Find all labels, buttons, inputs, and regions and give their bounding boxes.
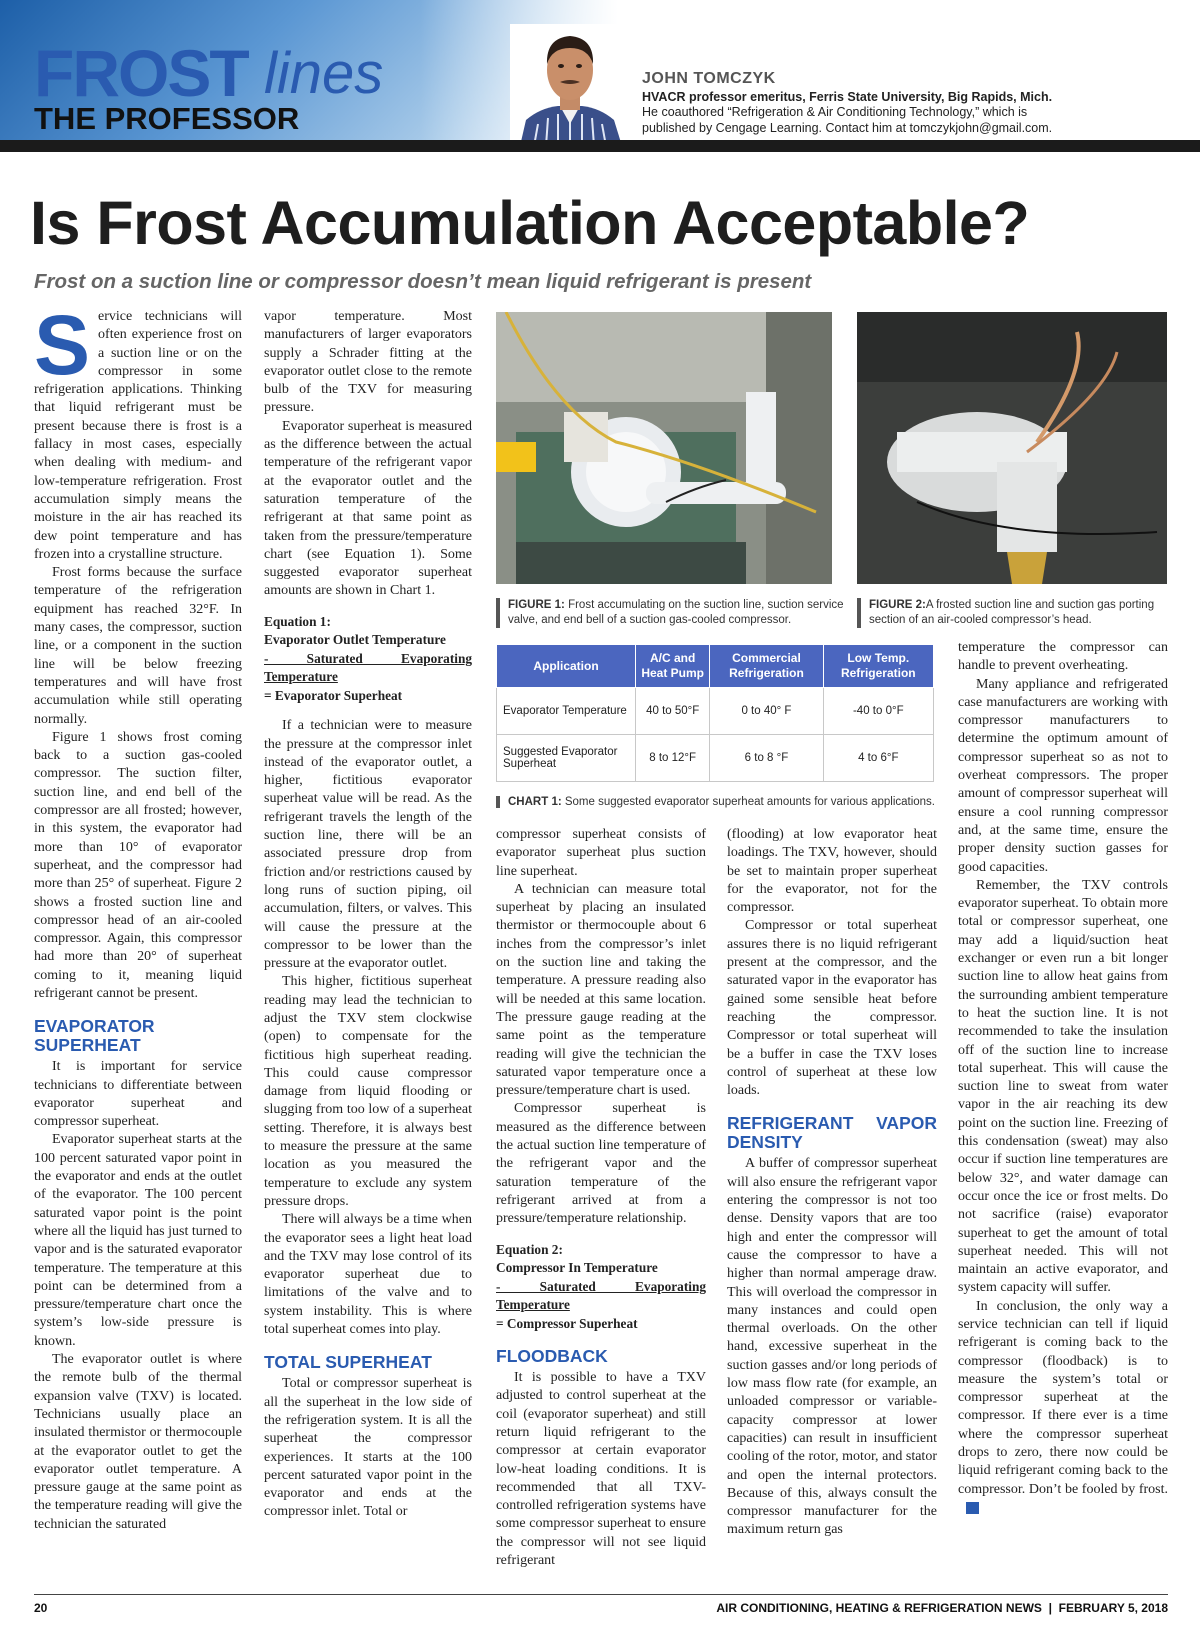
table-row — [497, 735, 934, 782]
equation-result: = Evaporator Superheat — [264, 687, 403, 703]
equation-line: - Saturated Evaporating Temperature — [496, 1278, 706, 1313]
paragraph: Frost forms because the surface temperature of the refrigeration equipment has reached 32°F. In many cases, the compressor, suction line, or a component in the suction line will be below freezing temperatures and will have frost accumulation while still operating normally. — [34, 565, 242, 727]
chart-1-table — [496, 644, 934, 782]
paragraph-text: ervice technicians will often experience frost on a suction line or on the compressor in some refrigeration applications. Thinking that liquid refrigerant must be present because there is frost is a fallacy in most cases, especially when dealing with medium- and low-temperature refrigeration. Frost accumulation simply means the moisture in the air has reached its dew point temperature and has frozen into a crystalline structure. — [34, 309, 242, 562]
paragraph-text: In conclusion, the only way a service technician can tell if liquid refrigerant is coming back to the compressor (floodback) is to measure the system’s total or compressor superheat at the compressor. If there ever is a time where the compressor superheat drops to zero, there now could be liquid refrigerant coming back to the compressor. Don’t be fooled by frost. — [958, 1298, 1168, 1497]
equation-line: - Saturated Evaporating Temperature — [264, 650, 472, 685]
masthead-rule — [0, 140, 1200, 152]
caption-text: Frost accumulating on the suction line, suction service valve, and end bell of a suction gas-cooled compressor. — [508, 599, 844, 626]
end-mark-icon: N — [966, 1502, 979, 1514]
table-cell: 8 to 12°F — [636, 735, 710, 782]
paragraph: Compressor superheat is measured as the difference between the actual suction line temperature of the refrigerant vapor and the saturation temperature of the refrigerant arrived at from a pressure/temperature relationship. — [496, 1101, 706, 1227]
paragraph: Figure 1 shows frost coming back to a suction gas-cooled compressor. The suction filter, suction line, and end bell of the compressor are all frosted; however, in this system, the evaporator had more than 10° of evaporator superheat, and the compressor had more than 25° of superheat. Figure 2 shows a frosted suction line and compressor head of an air-cooled compressor. Again, this compressor had more than 20° of superheat coming to it, meaning liquid refrigerant cannot be present. — [34, 729, 242, 1001]
table-cell: 4 to 6°F — [823, 735, 933, 782]
paragraph: The evaporator outlet is where the remote bulb of the thermal expansion valve (TXV) is located. Technicians usually place an insulated thermistor or thermocouple at the evaporator outlet to get the evaporator outlet temperature. A pressure gauge at the same point as the temperature reading will give the technician the saturated — [34, 1352, 242, 1532]
issue-date: FEBRUARY 5, 2018 — [1058, 1601, 1168, 1615]
figure-2-photo — [857, 312, 1167, 584]
paragraph: Evaporator superheat starts at the 100 percent saturated vapor point in the evaporator and ends at the outlet of the evaporator. The 100 percent saturated vapor point is the point where all the liquid has just turned to vapor and is the saturated evaporator temperature. The temperature at this point can be determined from a pressure/temperature chart once the system’s low-side pressure is known. — [34, 1132, 243, 1349]
figure-label: FIGURE 2: — [869, 599, 926, 611]
paragraph: compressor superheat consists of evaporator superheat plus suction line superheat. — [496, 827, 706, 879]
paragraph: There will always be a time when the evaporator sees a light heat load and the TXV may lose control of its evaporator superheat due to limitations of the valve and to system instability. This is where total superheat comes into play. — [264, 1212, 472, 1338]
figure-1-caption — [496, 598, 848, 628]
drop-cap: S — [34, 298, 91, 392]
table-row — [497, 688, 934, 735]
paragraph: Many appliance and refrigerated case manufacturers are working with compressor manufacturers to determine the optimum amount of compressor superheat so as not to overheat compressors. The proper amount of compressor superheat will ensure a cool running compressor and, at the same time, ensure the proper density suction gasses for good capacities. — [958, 676, 1168, 875]
column-1 — [34, 298, 243, 1534]
paragraph: Evaporator superheat is measured as the difference between the actual temperature of the refrigerant vapor at the evaporator outlet and the saturation temperature of the refrigerant at that same point as taken from the pressure/temperature chart (see Equation 1). Some suggested evaporator superheat amounts are shown in Chart 1. — [264, 418, 472, 599]
row-header: Evaporator Temperature — [497, 688, 636, 735]
subhead-evaporator-superheat: EVAPORATOR SUPERHEAT — [34, 1016, 155, 1056]
paragraph: It is important for service technicians to differentiate between evaporator superheat and compressor superheat. — [34, 1059, 242, 1130]
publication-footer — [716, 1601, 1168, 1615]
subhead-refrigerant-vapor-density: REFRIGERANT VAPOR DENSITY — [727, 1113, 937, 1153]
column-header: Low Temp. Refrigeration — [823, 645, 933, 688]
column-2 — [264, 308, 472, 1522]
author-title: HVACR professor emeritus, Ferris State University, Big Rapids, Mich. — [642, 90, 1053, 104]
equation-line: Evaporator Outlet Temperature — [264, 632, 446, 648]
chart-label: CHART 1: — [508, 796, 562, 808]
caption-text: Some suggested evaporator superheat amounts for various applications. — [561, 796, 936, 808]
figure-1-photo — [496, 312, 832, 584]
masthead — [0, 0, 1200, 146]
subhead-floodback: FLOODBACK — [496, 1346, 608, 1367]
equation-title: Equation 2: — [496, 1241, 563, 1257]
footer-separator: | — [1041, 1601, 1059, 1615]
publication-name: AIR CONDITIONING, HEATING & REFRIGERATION NEWS — [716, 1601, 1042, 1615]
paragraph — [958, 1298, 1168, 1518]
author-bio-line-1: He coauthored “Refrigeration & Air Conditioning Technology,” which is — [642, 105, 1028, 119]
table-cell: 40 to 50°F — [636, 688, 710, 735]
row-header: Suggested Evaporator Superheat — [497, 735, 636, 782]
paragraph: Compressor or total superheat assures there is no liquid refrigerant present at the compressor, and the saturated vapor in the evaporator has gained some sensible heat before reaching the compressor. Compressor or total superheat will be a buffer in case the TXV loses control of superheat at these low loads. — [727, 918, 937, 1099]
paragraph: It is possible to have a TXV adjusted to control superheat at the coil (evaporator superheat) and still return liquid refrigerant to the compressor at certain evaporator low-heat loading conditions. It is recommended that all TXV-controlled refrigeration systems have some compressor superheat to ensure the compressor will not see liquid refrigerant — [496, 1370, 706, 1568]
equation-title: Equation 1: — [264, 613, 331, 629]
chart-1-caption — [496, 796, 935, 808]
page-number: 20 — [34, 1601, 48, 1615]
paragraph: vapor temperature. Most manufacturers of larger evaporators supply a Schrader fitting at the evaporator outlet close to the remote bulb of the TXV for measuring pressure. — [264, 309, 472, 416]
figure-label: FIGURE 1: — [508, 599, 565, 611]
paragraph: If a technician were to measure the pressure at the compressor inlet instead of the evaporator outlet, a higher, fictitious evaporator superheat value will be read. As the refrigerant travels the length of the suction line, there will be an associated pressure drop from friction and/or restrictions caused by long runs of suction piping, oil accumulation, filters, or valves. This will cause the pressure at the compressor to be lower than the pressure at the evaporator outlet. — [264, 718, 472, 972]
column-3 — [496, 826, 706, 1570]
paragraph: Remember, the TXV controls evaporator superheat. To obtain more total or compressor superheat, one may add a liquid/suction heat exchanger or even run a bit longer suction line to allow heat gains from the surrounding ambient temperature to heat the suction line. It is not recommended to take the insulation off of the suction line to increase total superheat. This will cause the suction line to sweat from water vapor in the air reaching its dew point on the suction line. Freezing of this condensation (sweat) may also occur if suction line temperatures are below 32°, and water damage can occur once the ice or frost melts. Do not sacrifice (raise) evaporator superheat to get the amount of total superheat needed. This will not maintain an active evaporator, and system capacity will suffer. — [958, 877, 1168, 1296]
equation-2 — [496, 1241, 706, 1334]
table-cell: -40 to 0°F — [823, 688, 933, 735]
column-4 — [727, 826, 937, 1540]
logo-frost: FROST — [34, 36, 248, 110]
equation-1 — [264, 613, 472, 706]
author-photo — [510, 24, 630, 146]
caption-text: A frosted suction line and suction gas porting section of an air-cooled compressor’s head. — [869, 599, 1155, 626]
paragraph: This higher, fictitious superheat reading may lead the technician to adjust the TXV stem clockwise (open) to compensate for the fictitious high superheat reading. This could cause compressor damage from liquid flooding or slugging from too low of a superheat setting. Therefore, it is always best to measure the pressure at the same location as you measured the temperature to exclude any system pressure drops. — [264, 974, 472, 1209]
paragraph: Total or compressor superheat is all the superheat in the low side of the refrigeration system. It is all the superheat the compressor experiences. It starts at the 100 percent saturated vapor point in the evaporator and ends at the compressor inlet. Total or — [264, 1376, 472, 1520]
author-bio-line-2: published by Cengage Learning. Contact him at tomczykjohn@gmail.com. — [642, 121, 1053, 135]
author-info — [642, 70, 1162, 136]
figure-2-caption — [857, 598, 1179, 628]
column-header: Commercial Refrigeration — [710, 645, 823, 688]
paragraph: A technician can measure total superheat by placing an insulated thermistor or thermocouple about 6 inches from the compressor’s inlet on the suction line and taking the temperature. A pressure reading also will be needed at this same location. The pressure gauge reading at the same point as the temperature reading will give the technician the saturated vapor temperature once a pressure/temperature chart is used. — [496, 881, 706, 1099]
table-cell: 0 to 40° F — [710, 688, 823, 735]
author-name: JOHN TOMCZYK — [642, 70, 776, 87]
equation-result: = Compressor Superheat — [496, 1315, 638, 1331]
table-header-row — [497, 645, 934, 688]
paragraph: (flooding) at low evaporator heat loadings. The TXV, however, should be set to maintain proper superheat for the evaporator, not for the compressor. — [727, 827, 937, 916]
column-header: Application — [497, 645, 636, 688]
footer-rule — [34, 1594, 1168, 1595]
paragraph: temperature the compressor can handle to prevent overheating. — [958, 640, 1168, 674]
headline: Is Frost Accumulation Acceptable? — [30, 189, 1030, 257]
paragraph: A buffer of compressor superheat will also ensure the refrigerant vapor entering the compressor is not too dense. Density vapors that are too high and enter the compressor will cause the compressor to have a higher than normal amperage draw. This will overload the compressor in many instances and could open thermal overloads. On the other hand, excessive superheat in the suction gasses and/or long periods of low mass flow rate (for example, an unloaded compressor or variable-capacity compressor at lower capacities) can result in insufficient cooling of the rotor, motor, and stator and open the internal protectors. Because of this, always consult the compressor manufacturer for the maximum return gas — [727, 1156, 937, 1538]
table-cell: 6 to 8 °F — [710, 735, 823, 782]
paragraph — [34, 298, 242, 564]
subhead-total-superheat: TOTAL SUPERHEAT — [264, 1352, 432, 1373]
column-header: A/C and Heat Pump — [636, 645, 710, 688]
column-5 — [958, 639, 1168, 1517]
logo-lines: lines — [264, 41, 384, 106]
equation-line: Compressor In Temperature — [496, 1260, 658, 1276]
column-name: THE PROFESSOR — [34, 101, 300, 136]
deck: Frost on a suction line or compressor doesn’t mean liquid refrigerant is present — [34, 270, 812, 293]
